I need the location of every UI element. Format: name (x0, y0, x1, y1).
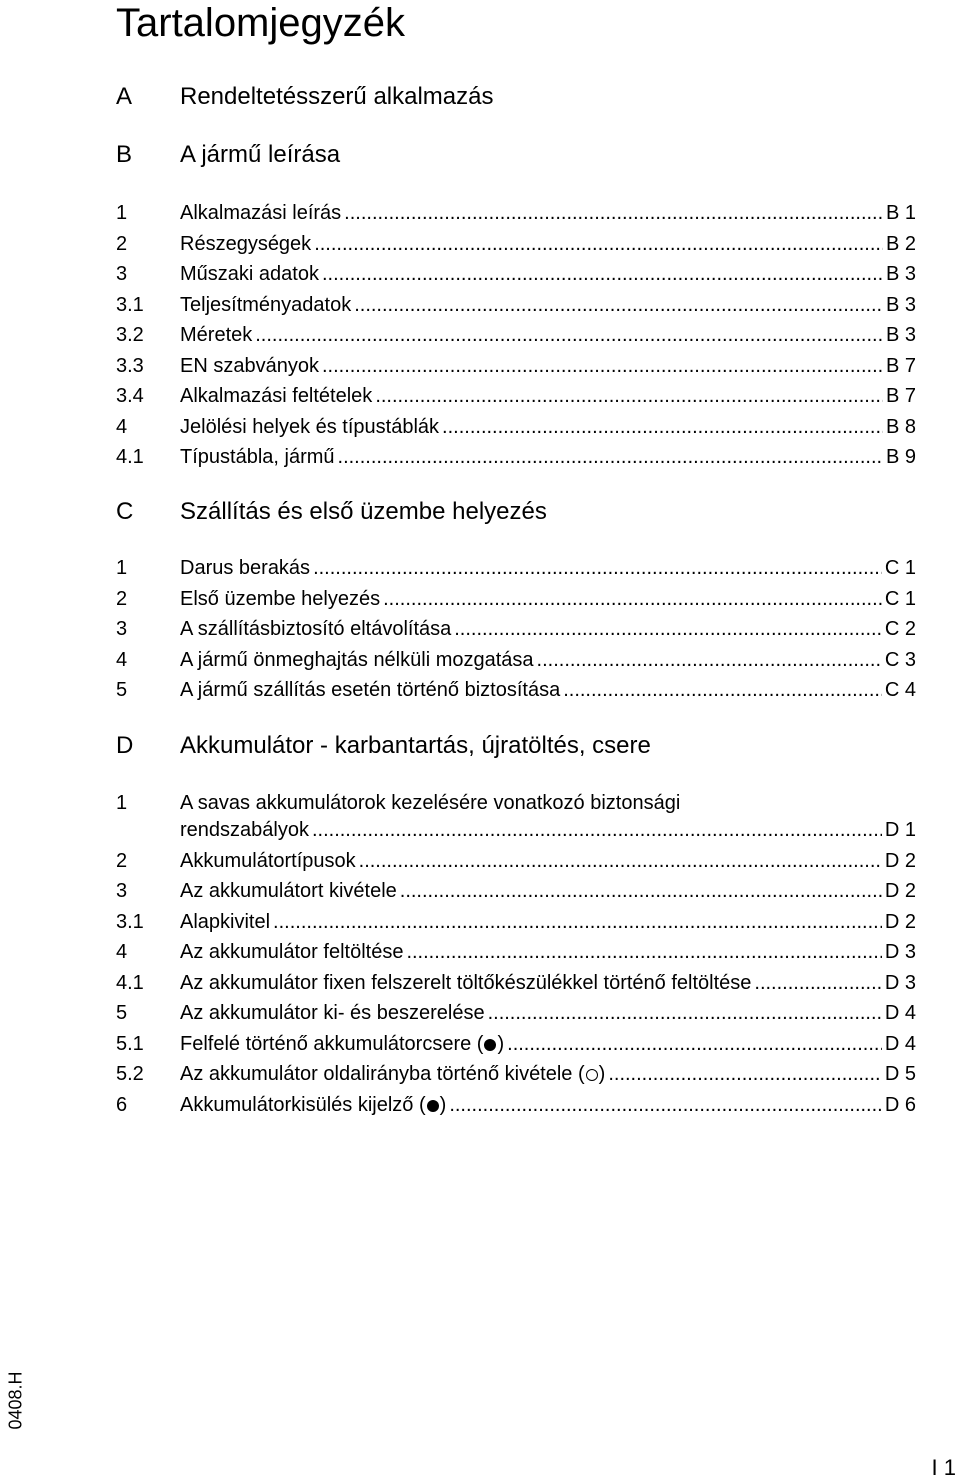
entry-page: B 1 (885, 202, 916, 224)
entry-number: 4 (116, 941, 128, 963)
entry-title-text: Első üzembe helyezés (180, 587, 381, 610)
entry-title (180, 584, 380, 614)
entry-title (180, 968, 751, 998)
entry-page: C 1 (884, 557, 916, 579)
entry-title (180, 259, 319, 289)
dot-leader (322, 351, 883, 381)
page-title: Tartalomjegyzék (116, 1, 406, 45)
entry-title-suffix: ) (598, 1063, 606, 1085)
entry-page: D 1 (884, 819, 916, 841)
entry-title (180, 907, 270, 937)
entry-title-text: Teljesítményadatok (180, 293, 352, 316)
toc-entry[interactable] (180, 815, 916, 845)
toc-entry[interactable] (180, 645, 916, 675)
entry-page: B 8 (885, 415, 916, 438)
toc-entry[interactable] (180, 320, 916, 350)
entry-title (180, 198, 341, 228)
toc-entry[interactable] (180, 412, 916, 442)
document-code: 0408.H (5, 1371, 26, 1430)
toc-entry[interactable] (180, 1059, 916, 1089)
entry-title-suffix: ) (439, 1093, 447, 1116)
dot-leader (314, 229, 883, 259)
filled-circle-icon (484, 1039, 496, 1051)
entry-number: 3 (116, 880, 128, 902)
open-circle-icon (586, 1069, 598, 1081)
section-letter: B (116, 141, 133, 168)
entry-title-text: Méretek (180, 324, 253, 346)
toc-entry[interactable] (180, 229, 916, 259)
entry-title-suffix: ) (497, 1032, 505, 1055)
dot-leader (313, 553, 882, 583)
toc-entry[interactable] (180, 846, 916, 876)
dot-leader (375, 381, 883, 411)
entry-number: 5 (116, 1002, 128, 1024)
toc-entry[interactable] (180, 968, 916, 998)
entry-number: 3.1 (116, 293, 144, 316)
entry-title (180, 442, 335, 472)
dot-leader (322, 259, 883, 289)
entry-page: C 2 (884, 618, 916, 640)
entry-number: 1 (116, 202, 128, 224)
dot-leader (312, 815, 882, 845)
toc-entry[interactable] (180, 614, 916, 644)
entry-title (180, 937, 403, 967)
dot-leader (442, 412, 883, 442)
entry-page: B 2 (885, 232, 916, 255)
toc-entry[interactable] (180, 1029, 916, 1059)
dot-leader (273, 907, 882, 937)
filled-circle-icon (427, 1100, 439, 1112)
entry-title-text: Részegységek (180, 232, 312, 255)
entry-page: D 5 (884, 1063, 916, 1085)
entry-title-text: Az akkumulátor oldalirányba történő kivétele ( (180, 1063, 585, 1085)
entry-title-text: Az akkumulátor feltöltése (180, 941, 404, 963)
entry-title (180, 815, 309, 845)
entry-title (180, 351, 319, 381)
entry-page: B 9 (885, 446, 916, 468)
dot-leader (454, 614, 882, 644)
dot-leader (563, 675, 882, 705)
dot-leader (354, 290, 883, 320)
entry-title-text: Alkalmazási feltételek (180, 385, 373, 407)
toc-entry[interactable] (180, 1090, 916, 1120)
entry-title-text: Akkumulátorkisülés kijelző ( (180, 1093, 426, 1116)
toc-entry[interactable] (180, 381, 916, 411)
entry-title (180, 229, 311, 259)
entry-number: 2 (116, 849, 128, 872)
entry-number: 4.1 (116, 446, 144, 468)
dot-leader (537, 645, 882, 675)
entry-title-text: Jelölési helyek és típustáblák (180, 415, 440, 438)
dot-leader (255, 320, 883, 350)
entry-page: D 4 (884, 1002, 916, 1024)
entry-page: D 2 (884, 849, 916, 872)
section-letter: A (116, 83, 133, 110)
section-letter: C (116, 498, 134, 525)
entry-title (180, 412, 439, 442)
entry-title-text: A jármű szállítás esetén történő biztosítása (180, 679, 561, 701)
dot-leader (344, 198, 883, 228)
toc-entry[interactable] (180, 675, 916, 705)
section-letter: D (116, 732, 134, 759)
entry-number: 4 (116, 648, 128, 671)
entry-title (180, 998, 485, 1028)
dot-leader (338, 442, 883, 472)
entry-title (180, 381, 372, 411)
entry-number: 3.3 (116, 354, 144, 377)
entry-title-text: Az akkumulátor ki- és beszerelése (180, 1002, 485, 1024)
section-heading (116, 731, 916, 761)
entry-page: B 3 (885, 263, 916, 285)
entry-number: 1 (116, 792, 128, 814)
entry-title-text: Az akkumulátor fixen felszerelt töltőkészülékkel történő feltöltése (180, 971, 752, 994)
toc-entry[interactable] (180, 259, 916, 289)
entry-number: 3 (116, 263, 128, 285)
toc-entry[interactable] (180, 290, 916, 320)
entry-number: 5.2 (116, 1063, 144, 1085)
toc-entry[interactable] (180, 553, 916, 583)
entry-page: D 4 (884, 1032, 916, 1055)
entry-number: 3.4 (116, 385, 144, 407)
entry-number: 4 (116, 415, 128, 438)
entry-number: 2 (116, 232, 128, 255)
entry-title-text: Akkumulátortípusok (180, 849, 356, 872)
entry-title (180, 876, 397, 906)
dot-leader (449, 1090, 882, 1120)
entry-title (180, 614, 451, 644)
section-heading (116, 497, 916, 527)
entry-title (180, 1029, 504, 1059)
entry-page: B 3 (885, 293, 916, 316)
entry-number: 5 (116, 679, 128, 701)
entry-page: D 3 (884, 941, 916, 963)
toc-entry[interactable] (180, 907, 916, 937)
section-title[interactable]: Rendeltetésszerű alkalmazás (180, 83, 494, 110)
entry-title-text: A jármű önmeghajtás nélküli mozgatása (180, 648, 534, 671)
entry-number: 1 (116, 557, 128, 579)
entry-number: 3 (116, 618, 128, 640)
entry-number: 3.1 (116, 910, 144, 933)
entry-page: D 3 (884, 971, 916, 994)
entry-page: C 1 (884, 587, 916, 610)
toc-entry[interactable] (180, 998, 916, 1028)
entry-title-text: Műszaki adatok (180, 263, 319, 285)
dot-leader (507, 1029, 882, 1059)
entry-title-text: Felfelé történő akkumulátorcsere ( (180, 1032, 484, 1055)
entry-title (180, 553, 310, 583)
toc-entry[interactable] (180, 351, 916, 381)
entry-page: D 6 (884, 1093, 916, 1116)
entry-title-text: Alapkivitel (180, 910, 271, 933)
page-number: I 1 (931, 1455, 956, 1480)
toc-entry[interactable] (180, 876, 916, 906)
entry-page: B 3 (885, 324, 916, 346)
entry-number: 2 (116, 587, 128, 610)
section-title[interactable]: Akkumulátor - karbantartás, újratöltés, csere (180, 732, 651, 759)
toc-entry[interactable] (180, 584, 916, 614)
entry-page: D 2 (884, 880, 916, 902)
entry-title (180, 846, 356, 876)
entry-title-line1[interactable]: A savas akkumulátorok kezelésére vonatkozó biztonsági (180, 792, 681, 814)
dot-leader (406, 937, 881, 967)
section-title[interactable]: A jármű leírása (180, 141, 341, 168)
entry-title-text: rendszabályok (180, 819, 309, 841)
toc-entry[interactable] (180, 442, 916, 472)
entry-title (180, 1090, 446, 1120)
toc-entry[interactable] (180, 937, 916, 967)
entry-title-text: Darus berakás (180, 557, 311, 579)
dot-leader (359, 846, 882, 876)
entry-title (180, 645, 534, 675)
entry-title (180, 320, 252, 350)
entry-number: 4.1 (116, 971, 144, 994)
toc-entry[interactable] (180, 198, 916, 228)
entry-page: B 7 (885, 385, 916, 407)
entry-title (180, 1059, 605, 1089)
entry-number: 3.2 (116, 324, 144, 346)
entry-number: 5.1 (116, 1032, 144, 1055)
entry-page: B 7 (885, 354, 916, 377)
entry-title-text: A szállításbiztosító eltávolítása (180, 618, 452, 640)
entry-title-text: EN szabványok (180, 354, 319, 377)
entry-page: C 3 (884, 648, 916, 671)
entry-title-text: Típustábla, jármű (180, 446, 335, 468)
entry-number: 6 (116, 1093, 128, 1116)
entry-page: D 2 (884, 910, 916, 933)
entry-title-text: Az akkumulátort kivétele (180, 880, 397, 902)
entry-title-text: Alkalmazási leírás (180, 202, 342, 224)
dot-leader (488, 998, 882, 1028)
entry-page: C 4 (884, 679, 916, 701)
dot-leader (754, 968, 881, 998)
dot-leader (383, 584, 882, 614)
section-heading (116, 82, 916, 112)
section-title[interactable]: Szállítás és első üzembe helyezés (180, 498, 547, 525)
dot-leader (400, 876, 882, 906)
section-heading (116, 140, 916, 170)
dot-leader (608, 1059, 882, 1089)
entry-title (180, 290, 351, 320)
entry-title (180, 675, 560, 705)
